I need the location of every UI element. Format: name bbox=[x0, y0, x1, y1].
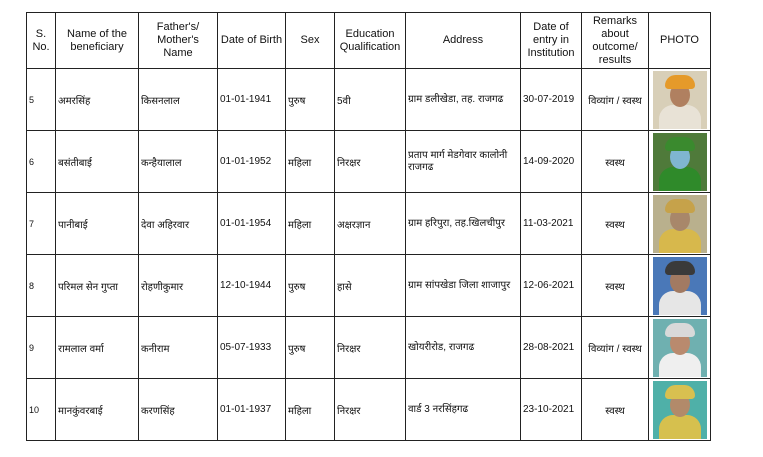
cell-name: परिमल सेन गुप्ता bbox=[56, 255, 139, 317]
header-education: Education Qualification bbox=[335, 13, 406, 69]
beneficiary-photo bbox=[653, 381, 707, 439]
header-dob: Date of Birth bbox=[218, 13, 286, 69]
cell-entry-date: 23-10-2021 bbox=[521, 379, 582, 441]
cell-sno: 7 bbox=[27, 193, 56, 255]
cell-remarks: स्वस्थ bbox=[582, 131, 649, 193]
cell-sex: पुरुष bbox=[286, 69, 335, 131]
cell-sex: महिला bbox=[286, 131, 335, 193]
cell-remarks: विव्यांग / स्वस्थ bbox=[582, 69, 649, 131]
table-row bbox=[27, 193, 711, 255]
cell-education: अक्षरज्ञान bbox=[335, 193, 406, 255]
cell-photo bbox=[649, 317, 711, 379]
cell-entry-date: 30-07-2019 bbox=[521, 69, 582, 131]
cell-entry-date: 28-08-2021 bbox=[521, 317, 582, 379]
header-entry-date: Date of entry in Institution bbox=[521, 13, 582, 69]
cell-sno: 5 bbox=[27, 69, 56, 131]
table-row bbox=[27, 379, 711, 441]
header-name: Name of the beneficiary bbox=[56, 13, 139, 69]
cell-photo bbox=[649, 379, 711, 441]
cell-education: 5वी bbox=[335, 69, 406, 131]
cell-sex: पुरुष bbox=[286, 255, 335, 317]
cell-address: वार्ड 3 नरसिंहगढ bbox=[406, 379, 521, 441]
cell-name: मानकुंवरबाई bbox=[56, 379, 139, 441]
beneficiary-photo bbox=[653, 133, 707, 191]
cell-address: ग्राम हरिपुरा, तह.खिलचीपुर bbox=[406, 193, 521, 255]
cell-photo bbox=[649, 193, 711, 255]
cell-remarks: विव्यांग / स्वस्थ bbox=[582, 317, 649, 379]
cell-entry-date: 11-03-2021 bbox=[521, 193, 582, 255]
cell-dob: 01-01-1954 bbox=[218, 193, 286, 255]
cell-parent-name: रोहणीकुमार bbox=[139, 255, 218, 317]
beneficiary-photo bbox=[653, 195, 707, 253]
cell-sno: 10 bbox=[27, 379, 56, 441]
cell-address: प्रताप मार्ग मेडगेवार कालोनी राजगढ bbox=[406, 131, 521, 193]
cell-education: निरक्षर bbox=[335, 379, 406, 441]
cell-address: खोयरीरोड, राजगढ bbox=[406, 317, 521, 379]
beneficiary-table bbox=[26, 12, 711, 441]
cell-remarks: स्वस्थ bbox=[582, 255, 649, 317]
table-row bbox=[27, 317, 711, 379]
cell-name: बसंतीबाई bbox=[56, 131, 139, 193]
header-parent-name: Father's/ Mother's Name bbox=[139, 13, 218, 69]
cell-parent-name: देवा अहिरवार bbox=[139, 193, 218, 255]
cell-sno: 9 bbox=[27, 317, 56, 379]
cell-remarks: स्वस्थ bbox=[582, 379, 649, 441]
table-row bbox=[27, 255, 711, 317]
cell-education: निरक्षर bbox=[335, 317, 406, 379]
beneficiary-photo bbox=[653, 71, 707, 129]
cell-parent-name: करणसिंह bbox=[139, 379, 218, 441]
cell-name: पानीबाई bbox=[56, 193, 139, 255]
cell-photo bbox=[649, 69, 711, 131]
cell-sex: महिला bbox=[286, 379, 335, 441]
cell-address: ग्राम डलीखेडा, तह. राजगढ bbox=[406, 69, 521, 131]
cell-sno: 6 bbox=[27, 131, 56, 193]
table-row bbox=[27, 131, 711, 193]
cell-dob: 12-10-1944 bbox=[218, 255, 286, 317]
cell-dob: 01-01-1941 bbox=[218, 69, 286, 131]
header-address: Address bbox=[406, 13, 521, 69]
cell-parent-name: कन्हैयालाल bbox=[139, 131, 218, 193]
cell-entry-date: 12-06-2021 bbox=[521, 255, 582, 317]
header-sno: S. No. bbox=[27, 13, 56, 69]
cell-photo bbox=[649, 255, 711, 317]
cell-dob: 05-07-1933 bbox=[218, 317, 286, 379]
beneficiary-photo bbox=[653, 257, 707, 315]
cell-name: अमरसिंह bbox=[56, 69, 139, 131]
cell-entry-date: 14-09-2020 bbox=[521, 131, 582, 193]
beneficiary-photo bbox=[653, 319, 707, 377]
cell-name: रामलाल वर्मा bbox=[56, 317, 139, 379]
cell-remarks: स्वस्थ bbox=[582, 193, 649, 255]
header-photo: PHOTO bbox=[649, 13, 711, 69]
header-sex: Sex bbox=[286, 13, 335, 69]
header-remarks: Remarks about outcome/ results bbox=[582, 13, 649, 69]
cell-parent-name: कनीराम bbox=[139, 317, 218, 379]
cell-photo bbox=[649, 131, 711, 193]
cell-education: हासे bbox=[335, 255, 406, 317]
cell-sex: महिला bbox=[286, 193, 335, 255]
cell-dob: 01-01-1952 bbox=[218, 131, 286, 193]
cell-dob: 01-01-1937 bbox=[218, 379, 286, 441]
cell-parent-name: किसनलाल bbox=[139, 69, 218, 131]
cell-sno: 8 bbox=[27, 255, 56, 317]
table-row bbox=[27, 69, 711, 131]
cell-address: ग्राम सांपखेडा जिला शाजापुर bbox=[406, 255, 521, 317]
cell-education: निरक्षर bbox=[335, 131, 406, 193]
cell-sex: पुरुष bbox=[286, 317, 335, 379]
header-row bbox=[27, 13, 711, 69]
